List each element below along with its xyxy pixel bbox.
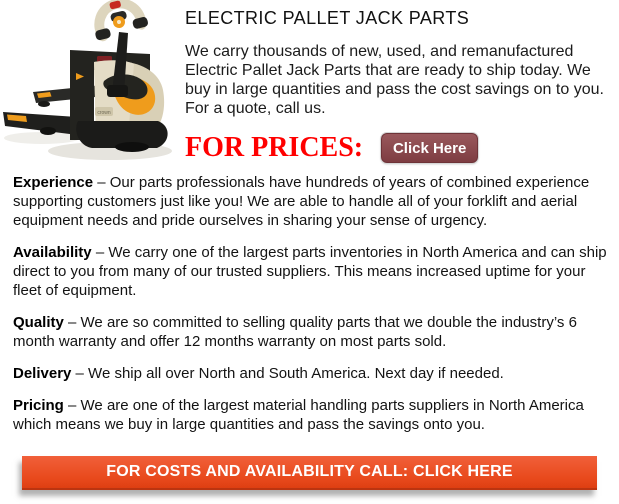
for-prices-label: FOR PRICES: bbox=[185, 132, 364, 163]
bottom-cta-banner[interactable]: FOR COSTS AND AVAILABILITY CALL: CLICK HERE bbox=[22, 456, 597, 490]
prices-click-here-button[interactable]: Click Here bbox=[381, 133, 478, 163]
section-delivery-text: – We ship all over North and South America. Next day if needed. bbox=[75, 365, 504, 382]
section-delivery bbox=[13, 364, 613, 383]
section-pricing-text: – We are one of the largest material handling parts suppliers in North America which means we buy in large quantities and pass the savings onto you. bbox=[13, 397, 584, 433]
pallet-jack-illustration bbox=[0, 0, 185, 172]
section-availability-text: – We carry one of the largest parts inventories in North America and can ship direct to you from many of our trusted suppliers. This means increased uptime for your fleet of equipment. bbox=[13, 244, 607, 299]
section-experience-label: Experience bbox=[13, 174, 94, 191]
section-experience bbox=[13, 173, 613, 230]
section-quality-label: Quality bbox=[13, 314, 64, 331]
section-experience-text: – Our parts professionals have hundreds of years of combined experience supporting customers just like you! We are able to handle all of your forklift and aerial equipment needs and pride ourselves in sharing your sense of urgency. bbox=[13, 174, 590, 229]
prices-row bbox=[185, 133, 619, 163]
section-quality bbox=[13, 313, 613, 351]
section-availability-label: Availability bbox=[13, 244, 92, 261]
truck-brand-label: crown bbox=[97, 110, 111, 116]
feature-sections bbox=[13, 173, 613, 447]
header-column bbox=[185, 8, 619, 163]
pallet-jack-image bbox=[0, 0, 185, 172]
section-pricing-label: Pricing bbox=[13, 397, 64, 414]
intro-paragraph: We carry thousands of new, used, and remanufactured Electric Pallet Jack Parts that are ready to ship today. We buy in large quantities and pass the cost savings on to you. For a quote, call us. bbox=[185, 43, 604, 117]
section-pricing bbox=[13, 396, 613, 434]
section-delivery-label: Delivery bbox=[13, 365, 72, 382]
page-title: ELECTRIC PALLET JACK PARTS bbox=[185, 8, 470, 28]
section-availability bbox=[13, 243, 613, 300]
section-quality-text: – We are so committed to selling quality parts that we double the industry’s 6 month warranty and offer 12 months warranty on most parts sold. bbox=[13, 314, 577, 350]
